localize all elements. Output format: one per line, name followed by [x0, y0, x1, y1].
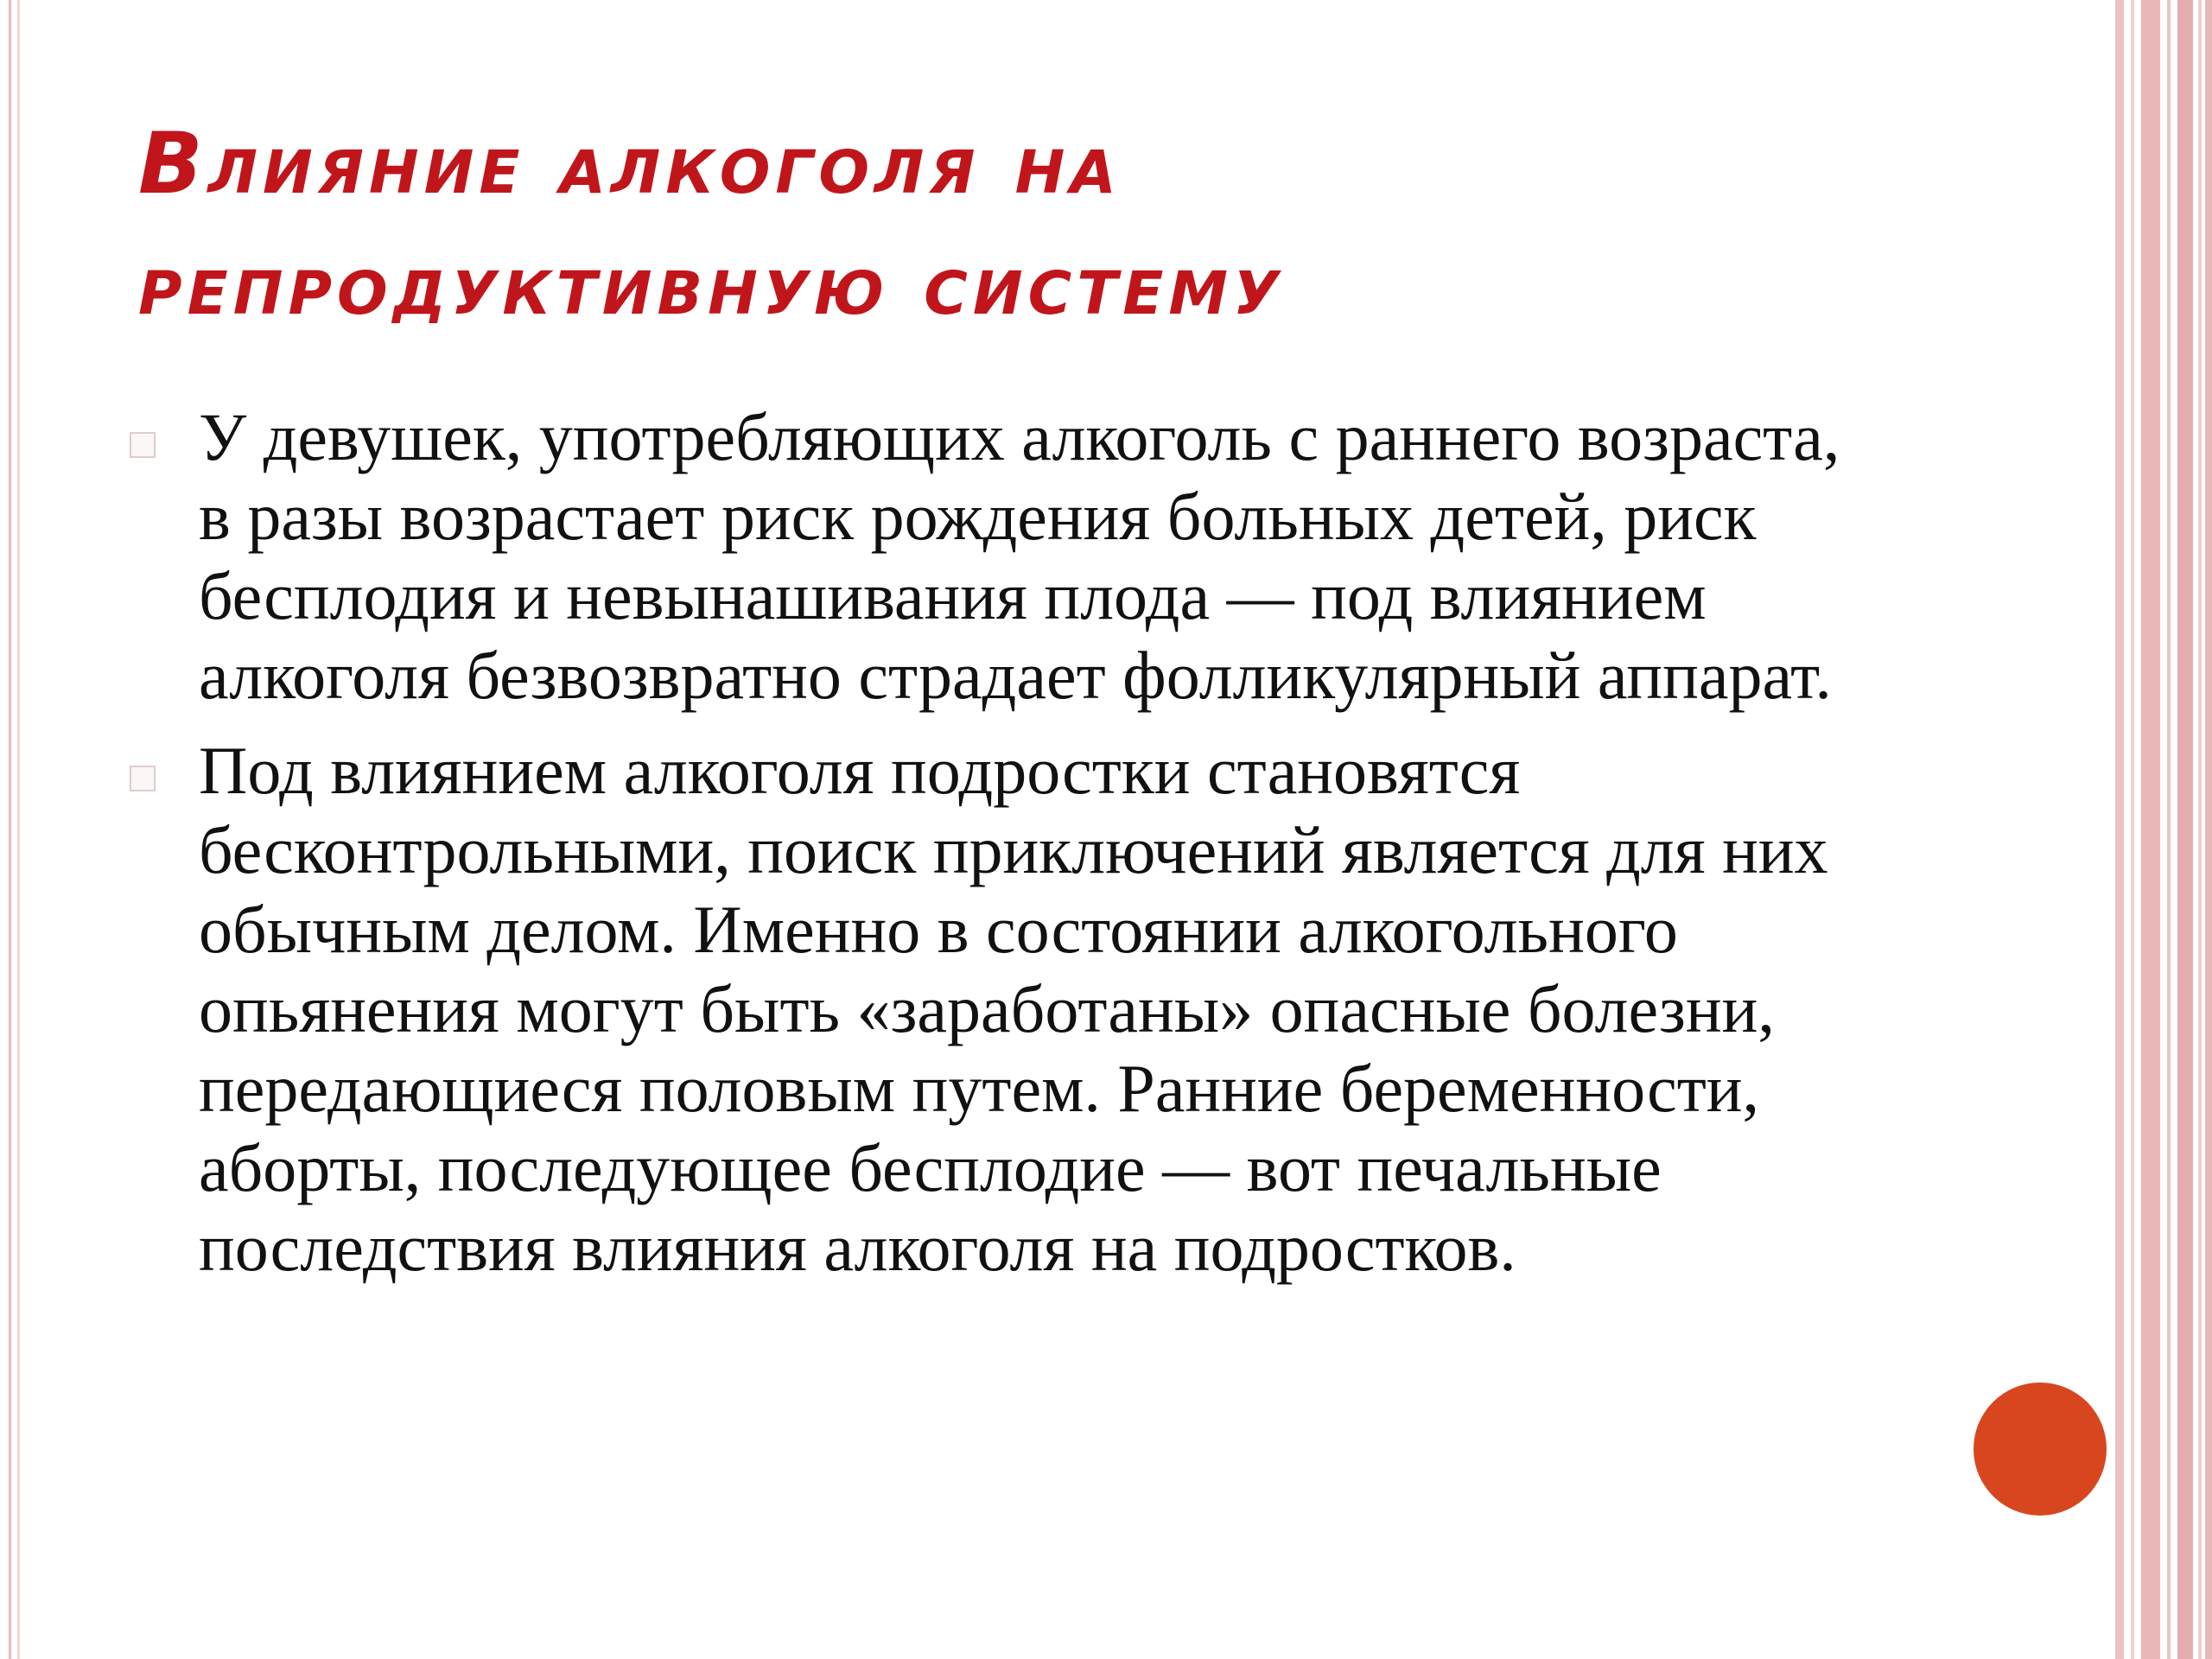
right-border-stripe [2205, 0, 2212, 1659]
right-border-stripe [2167, 0, 2171, 1659]
bullet-list [130, 397, 1875, 1303]
right-border-stripe [2141, 0, 2160, 1659]
slide-title: Влияние алкоголя на репродуктивную систему [138, 115, 1285, 334]
right-border-stripe [2115, 0, 2124, 1659]
right-border-stripe [2131, 0, 2134, 1659]
list-item [130, 397, 1875, 715]
decorative-circle [1974, 1382, 2107, 1516]
left-border-line [9, 0, 11, 1659]
bullet-square-icon [130, 766, 156, 791]
list-item [130, 731, 1875, 1287]
left-border-line [17, 0, 20, 1659]
bullet-square-icon [130, 432, 156, 458]
right-border-stripe [2198, 0, 2202, 1659]
bullet-text: У девушек, употребляющих алкоголь с раннего возраста, в разы возрастает риск рождения больных детей, риск бесплодия и невынашивания плода — под влиянием алкоголя безвозвратно страдает фолликулярный аппарат. [199, 399, 1840, 713]
bullet-text: Под влиянием алкоголя подростки становятся бесконтрольными, поиск приключений является для них обычным делом. Именно в состоянии алкогольного опьянения могут быть «заработаны» опасные болезни, передающиеся половым путем. Ранние беременности, аборты, последующее бесплодие — вот печальные последствия влияния алкоголя на подростков. [199, 733, 1828, 1285]
right-border-stripe [2177, 0, 2193, 1659]
